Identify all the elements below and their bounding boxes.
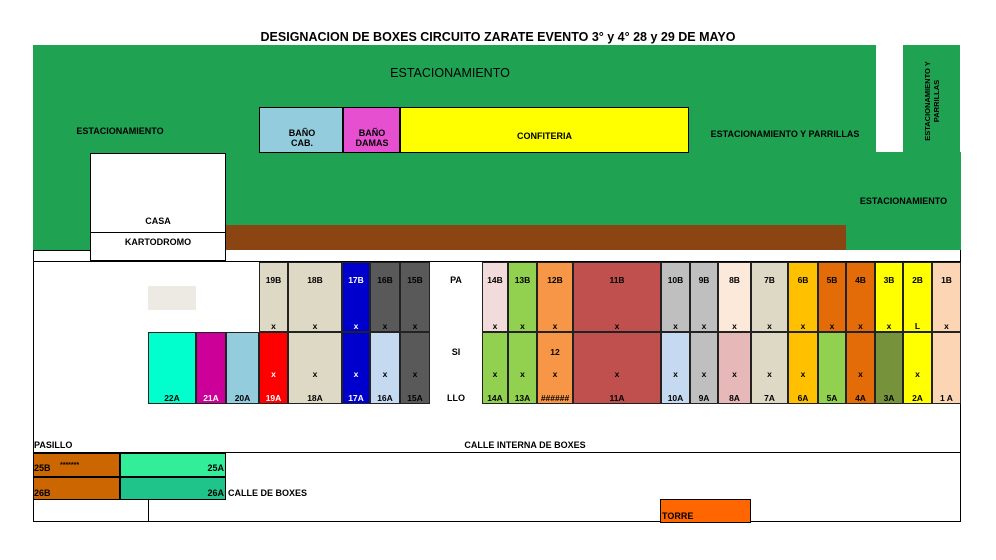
box-mark: x: [858, 369, 863, 379]
box-mark: x: [886, 321, 892, 331]
box-1a: [932, 332, 961, 404]
left-gap-line: [33, 250, 91, 251]
box-7b: [751, 262, 788, 332]
box-mark: x: [800, 321, 806, 331]
box-11a: [573, 332, 661, 404]
box-number: 13B: [514, 275, 531, 285]
box-number: 4A: [855, 393, 866, 403]
box-number: 7A: [764, 393, 775, 403]
box-25b-label: 25B: [34, 463, 51, 473]
box-number: 9B: [698, 275, 710, 285]
box-number: 11A: [609, 393, 625, 403]
box-number: 6B: [797, 275, 809, 285]
box-13b: [508, 262, 537, 332]
box-mark: x: [732, 321, 737, 331]
parking-right-label: ESTACIONAMIENTO: [859, 196, 948, 206]
box-number: 1B: [941, 275, 952, 285]
box-16b: [370, 262, 400, 332]
box-25a-label: 25A: [207, 463, 224, 473]
box-mark: L: [914, 321, 921, 331]
parking-grills-vertical-label: ESTACIONAMIENTO Y PARRILLAS: [923, 61, 941, 141]
box-mark: x: [312, 369, 318, 379]
box-extra: 12: [550, 347, 560, 357]
box-20a: [226, 332, 259, 404]
box-number: 16A: [377, 393, 393, 403]
box-number: 15B: [407, 275, 423, 285]
bano-damas: [343, 107, 400, 153]
kartodromo-label: KARTODROMO: [124, 237, 192, 247]
track-strip: [226, 225, 846, 250]
box-8b: [718, 262, 751, 332]
box-mark: x: [492, 369, 498, 379]
torre-label: TORRE: [662, 511, 694, 521]
box-13a: [508, 332, 537, 404]
box-number: 3B: [883, 275, 895, 285]
box-25b-stars: *******: [60, 462, 80, 469]
box-mark: x: [767, 369, 772, 379]
box-5a: [818, 332, 846, 404]
box-mark: x: [271, 321, 276, 331]
box-mark: x: [382, 369, 388, 379]
box-number: 15A: [407, 393, 423, 403]
box-10b: [661, 262, 690, 332]
calle-interna-label: CALLE INTERNA DE BOXES: [464, 440, 586, 450]
box-mark: x: [520, 321, 525, 331]
parking-main-label: ESTACIONAMIENTO: [390, 66, 510, 80]
box-26a-label: 26A: [207, 488, 224, 498]
storage-block: [148, 286, 196, 310]
box-number: 7B: [764, 275, 775, 285]
box-number: 21A: [203, 393, 219, 403]
pit-lane-edge: [148, 500, 149, 522]
box-16a: [370, 332, 400, 404]
box-number: 20A: [234, 393, 251, 403]
box-number: 18B: [307, 275, 323, 285]
box-mark: x: [492, 321, 498, 331]
box-mark: x: [412, 321, 418, 331]
box-number: 2B: [912, 275, 923, 285]
box-mark: x: [701, 321, 707, 331]
box-6b: [788, 262, 818, 332]
pasillo-label: PASILLO: [34, 440, 73, 450]
box-22a: [148, 332, 196, 404]
page-title: DESIGNACION DE BOXES CIRCUITO ZARATE EVENTO 3° y 4° 28 y 29 DE MAYO: [260, 30, 736, 44]
box-number: 14A: [487, 393, 503, 403]
box-5b: [818, 262, 846, 332]
casa-divider: [91, 232, 225, 233]
box-number: 10B: [667, 275, 684, 285]
box-mark: x: [412, 369, 418, 379]
box-3a: [875, 332, 903, 404]
box-19a: [259, 332, 288, 404]
box-mark: x: [915, 369, 920, 379]
bano-cab: [259, 107, 343, 153]
box-3b: [875, 262, 903, 332]
box-number: 19B: [265, 275, 282, 285]
box-mark: x: [353, 369, 359, 379]
box-mark: x: [353, 321, 359, 331]
box-9b: [690, 262, 718, 332]
box-number: ######: [540, 393, 570, 403]
casa-label: CASA: [145, 216, 171, 226]
box-mark: x: [858, 321, 863, 331]
box-number: 16B: [377, 275, 393, 285]
box-number: 8A: [729, 393, 740, 403]
box-mark: x: [614, 321, 620, 331]
box-14b: [482, 262, 508, 332]
box-4b: [846, 262, 875, 332]
box-mark: x: [829, 321, 835, 331]
box-2b: [903, 262, 932, 332]
box-mark: x: [552, 321, 558, 331]
paddock-llo: LLO: [447, 393, 465, 403]
box-17b: [342, 262, 370, 332]
box-mark: x: [701, 369, 707, 379]
box-12b: [537, 262, 573, 332]
box-11b: [573, 262, 661, 332]
box-mark: x: [800, 369, 806, 379]
box-7a: [751, 332, 788, 404]
box-number: 6A: [797, 393, 809, 403]
box-18a: [288, 332, 342, 404]
box-mark: x: [944, 321, 949, 331]
box-mark: x: [673, 369, 678, 379]
box-mark: x: [614, 369, 620, 379]
box-mark: x: [382, 321, 388, 331]
box-26b-label: 26B: [34, 488, 51, 498]
box-number: 5A: [826, 393, 838, 403]
box-9a: [690, 332, 718, 404]
confiteria-label: CONFITERIA: [517, 131, 572, 141]
box-1b: [932, 262, 961, 332]
box-number: 11B: [609, 275, 625, 285]
box-number: 5B: [826, 275, 838, 285]
box-10a: [661, 332, 690, 404]
box-number: 18A: [307, 393, 323, 403]
box-mark: x: [312, 321, 318, 331]
box-2a: [903, 332, 932, 404]
box-number: 12B: [547, 275, 563, 285]
box-number: 22A: [164, 393, 180, 403]
paddock-pa: PA: [450, 275, 462, 285]
parking-grills-label: ESTACIONAMIENTO Y PARRILLAS: [710, 129, 860, 139]
box-number: 4B: [855, 275, 866, 285]
paddock-si: SI: [451, 347, 461, 357]
box-number: 3A: [883, 393, 895, 403]
box-8a: [718, 332, 751, 404]
box-mark: x: [673, 321, 678, 331]
box-number: 2A: [912, 393, 923, 403]
box-mark: x: [520, 369, 525, 379]
box-number: 9A: [698, 393, 710, 403]
box-number: 10A: [667, 393, 684, 403]
box-number: 8B: [729, 275, 740, 285]
calle-boxes-label: CALLE DE BOXES: [228, 488, 308, 498]
box-14a: [482, 332, 508, 404]
box-15a: [400, 332, 430, 404]
box-15b: [400, 262, 430, 332]
confiteria: [400, 107, 689, 153]
box-number: 19A: [265, 393, 282, 403]
box-17a: [342, 332, 370, 404]
box-mark: x: [767, 321, 772, 331]
box-19b: [259, 262, 288, 332]
box-4a: [846, 332, 875, 404]
box-number: 17B: [348, 275, 364, 285]
box-number: 13A: [514, 393, 531, 403]
box-number: 1 A: [940, 393, 953, 403]
box-18b: [288, 262, 342, 332]
box-mark: x: [552, 369, 558, 379]
box-number: 17A: [348, 393, 364, 403]
parking-area-left: [33, 150, 91, 250]
box-21a: [196, 332, 226, 404]
box-number: 14B: [487, 275, 503, 285]
box-12a: [537, 332, 573, 404]
box-6a: [788, 332, 818, 404]
box-mark: x: [271, 369, 276, 379]
parking-left-label: ESTACIONAMIENTO: [76, 126, 164, 136]
bano-damas-label: BAÑO DAMAS: [355, 128, 389, 148]
box-mark: x: [732, 369, 737, 379]
bano-cab-label: BAÑO CAB.: [288, 128, 316, 148]
